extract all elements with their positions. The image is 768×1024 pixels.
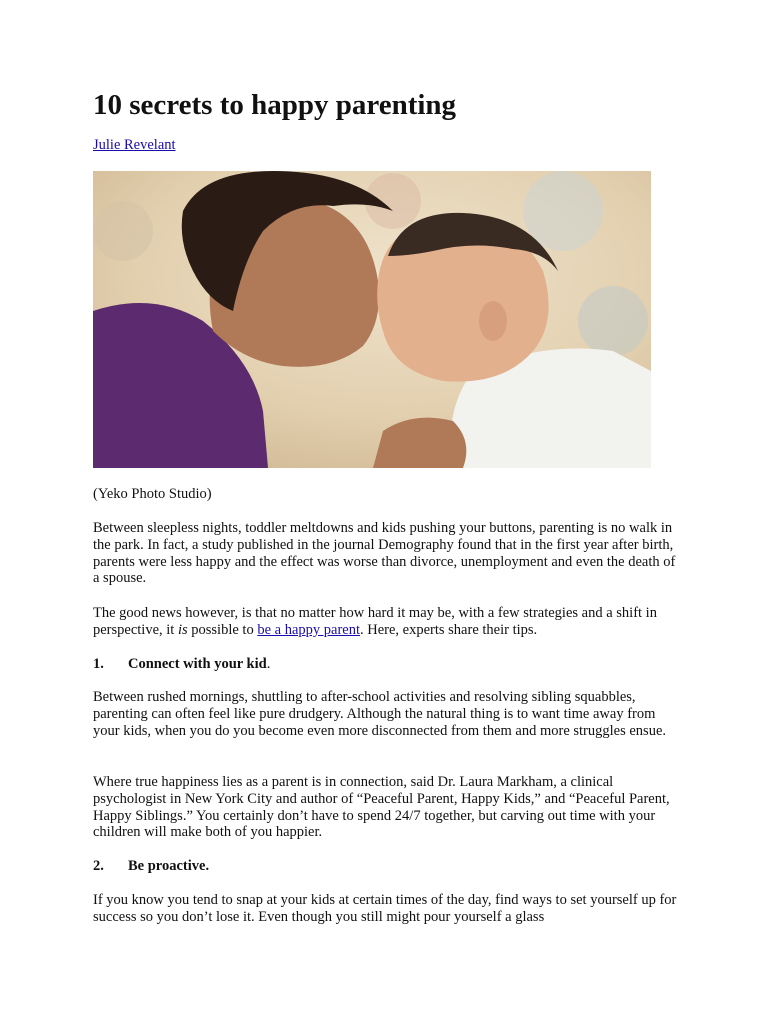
tip-2-paragraph-1: If you know you tend to snap at your kids at certain times of the day, find ways to set yourself up for success so you don’t lose it. Even though you still might pour yourself a glass bbox=[93, 892, 677, 925]
intro-paragraph: Between sleepless nights, toddler meltdowns and kids pushing your buttons, parenting is no walk in the park. In fact, a study published in the journal Demography found that in the first year after birth, parents were less happy and the effect was worse than divorce, unemployment and even the death of a spouse. bbox=[93, 520, 676, 587]
author-link[interactable]: Julie Revelant bbox=[93, 137, 176, 153]
tip-2-heading bbox=[93, 858, 683, 875]
emphasis-text: is bbox=[177, 621, 188, 638]
article-title: 10 secrets to happy parenting bbox=[93, 89, 457, 121]
photo-credit: (Yeko Photo Studio) bbox=[93, 486, 212, 502]
mother-and-child-image bbox=[93, 171, 651, 468]
tip-title: Be proactive. bbox=[128, 858, 210, 874]
good-news-paragraph: The good news however, is that no matter how hard it may be, with a few strategies and a shift in perspective, it is possible to be a happy parent. Here, experts share their tips. bbox=[93, 605, 657, 638]
tip-number: 2. bbox=[93, 858, 104, 874]
article-photo bbox=[93, 171, 651, 468]
happy-parent-link[interactable]: be a happy parent bbox=[257, 621, 360, 638]
tip-number: 1. bbox=[93, 656, 104, 672]
tip-1-paragraph-2: Where true happiness lies as a parent is in connection, said Dr. Laura Markham, a clinical psychologist in New York City and author of “Peaceful Parent, Happy Kids,” and “Peaceful Parent, Happy Siblings.” You certainly don’t have to spend 24/7 together, but carving out time with your children will make both of you happier. bbox=[93, 774, 670, 841]
tip-1-paragraph-1: Between rushed mornings, shuttling to after-school activities and resolving sibling squabbles, parenting can often feel like pure drudgery. Although the natural thing is to want time away from your kids, when you do you become even more disconnected from them and more struggles ensue. bbox=[93, 689, 667, 739]
tip-1-heading: 1. Connect with your kid. bbox=[93, 656, 271, 672]
tip-title: Connect with your kid bbox=[128, 656, 267, 672]
